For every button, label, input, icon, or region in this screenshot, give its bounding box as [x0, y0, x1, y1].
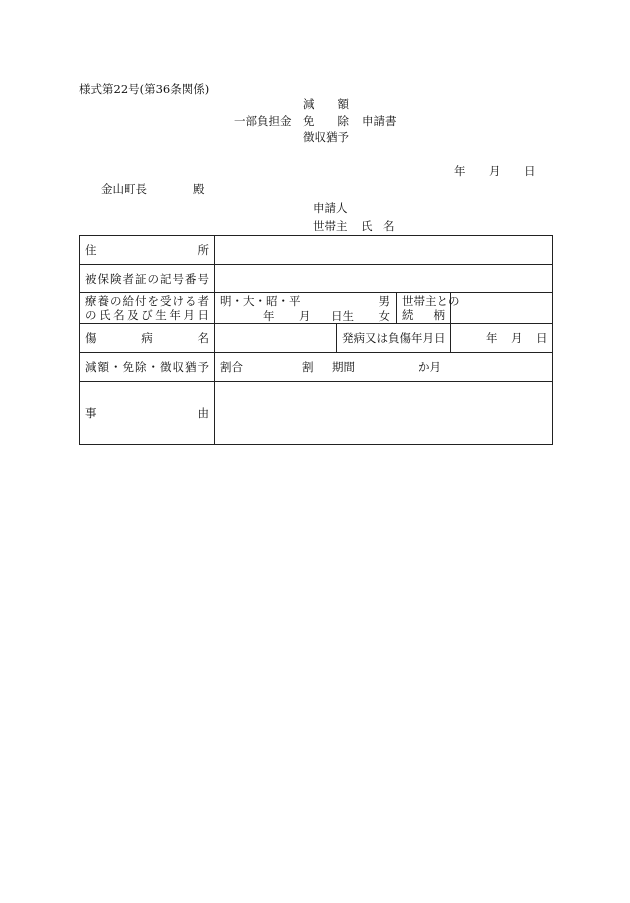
form-number: 様式第22号(第36条関係): [79, 82, 210, 96]
row-reduction: [80, 353, 553, 382]
title-reduction: 減 額: [303, 97, 349, 111]
title-prefix: 一部負担金: [234, 114, 292, 128]
onset-day: 日: [536, 331, 548, 345]
birth-month: 月: [299, 309, 311, 323]
row-insurance-number: [80, 265, 553, 293]
relation-label-cell: [397, 293, 460, 324]
birth-year: 年: [263, 309, 275, 323]
birth-day: 日生: [331, 309, 354, 323]
insurance-number-label: 被保険者証の記号番号: [80, 265, 215, 293]
period-label: 期間: [332, 360, 355, 374]
illness-label-2: 病: [141, 331, 153, 345]
address-label-cell: [80, 236, 215, 265]
reason-label-cell: [80, 382, 215, 445]
illness-label-1: 傷: [85, 331, 97, 345]
row-illness: [80, 324, 553, 353]
onset-year: 年: [486, 331, 498, 345]
addressee-honorific: 殿: [193, 182, 205, 196]
reason-field[interactable]: [215, 382, 553, 445]
householder-label: 世帯主: [313, 219, 348, 233]
recipient-label-line1: 療養の給付を受ける者: [85, 294, 209, 308]
onset-date-field[interactable]: [451, 324, 553, 353]
recipient-label-line2: の氏名及び生年月日: [85, 308, 209, 322]
name-label-1: 氏: [361, 219, 373, 233]
reduction-field[interactable]: [215, 353, 553, 382]
address-label-2: 所: [197, 243, 209, 257]
title-deferral: 徴収猶予: [303, 130, 349, 144]
row-reason: [80, 382, 553, 445]
name-label-2: 名: [383, 219, 395, 233]
onset-label: 発病又は負傷年月日: [337, 324, 451, 353]
insurance-number-field[interactable]: [215, 265, 553, 293]
application-table: [79, 235, 553, 445]
relation-label-2a: 続: [402, 308, 414, 322]
sex-male[interactable]: 男: [378, 294, 390, 308]
relation-label-2b: 柄: [433, 308, 445, 322]
date-month: 月: [489, 164, 501, 178]
title-exemption: 免 除: [303, 114, 349, 128]
row-recipient: [80, 293, 553, 324]
applicant-label: 申請人: [313, 201, 348, 215]
recipient-field[interactable]: [215, 293, 397, 324]
recipient-label-cell: [80, 293, 215, 324]
illness-field[interactable]: [215, 324, 337, 353]
date-day: 日: [524, 164, 536, 178]
address-field[interactable]: [215, 236, 553, 265]
row-address: [80, 236, 553, 265]
address-label-1: 住: [85, 243, 97, 257]
reduction-label: 減額・免除・徴収猶予: [80, 353, 215, 382]
relation-label-line1: 世帯主との: [402, 294, 460, 308]
sex-female[interactable]: 女: [378, 309, 390, 323]
illness-label-cell: [80, 324, 215, 353]
title-suffix: 申請書: [362, 114, 397, 128]
illness-label-3: 名: [197, 331, 209, 345]
onset-month: 月: [511, 331, 523, 345]
relation-field[interactable]: [451, 293, 553, 324]
era-options[interactable]: 明・大・昭・平: [220, 294, 301, 308]
ratio-unit: 割: [302, 360, 314, 374]
date-year: 年: [454, 164, 466, 178]
ratio-label: 割合: [220, 360, 243, 374]
reason-label-1: 事: [85, 406, 97, 420]
reason-label-2: 由: [197, 406, 209, 420]
addressee-name: 金山町長: [101, 182, 147, 196]
period-unit: か月: [418, 360, 441, 374]
